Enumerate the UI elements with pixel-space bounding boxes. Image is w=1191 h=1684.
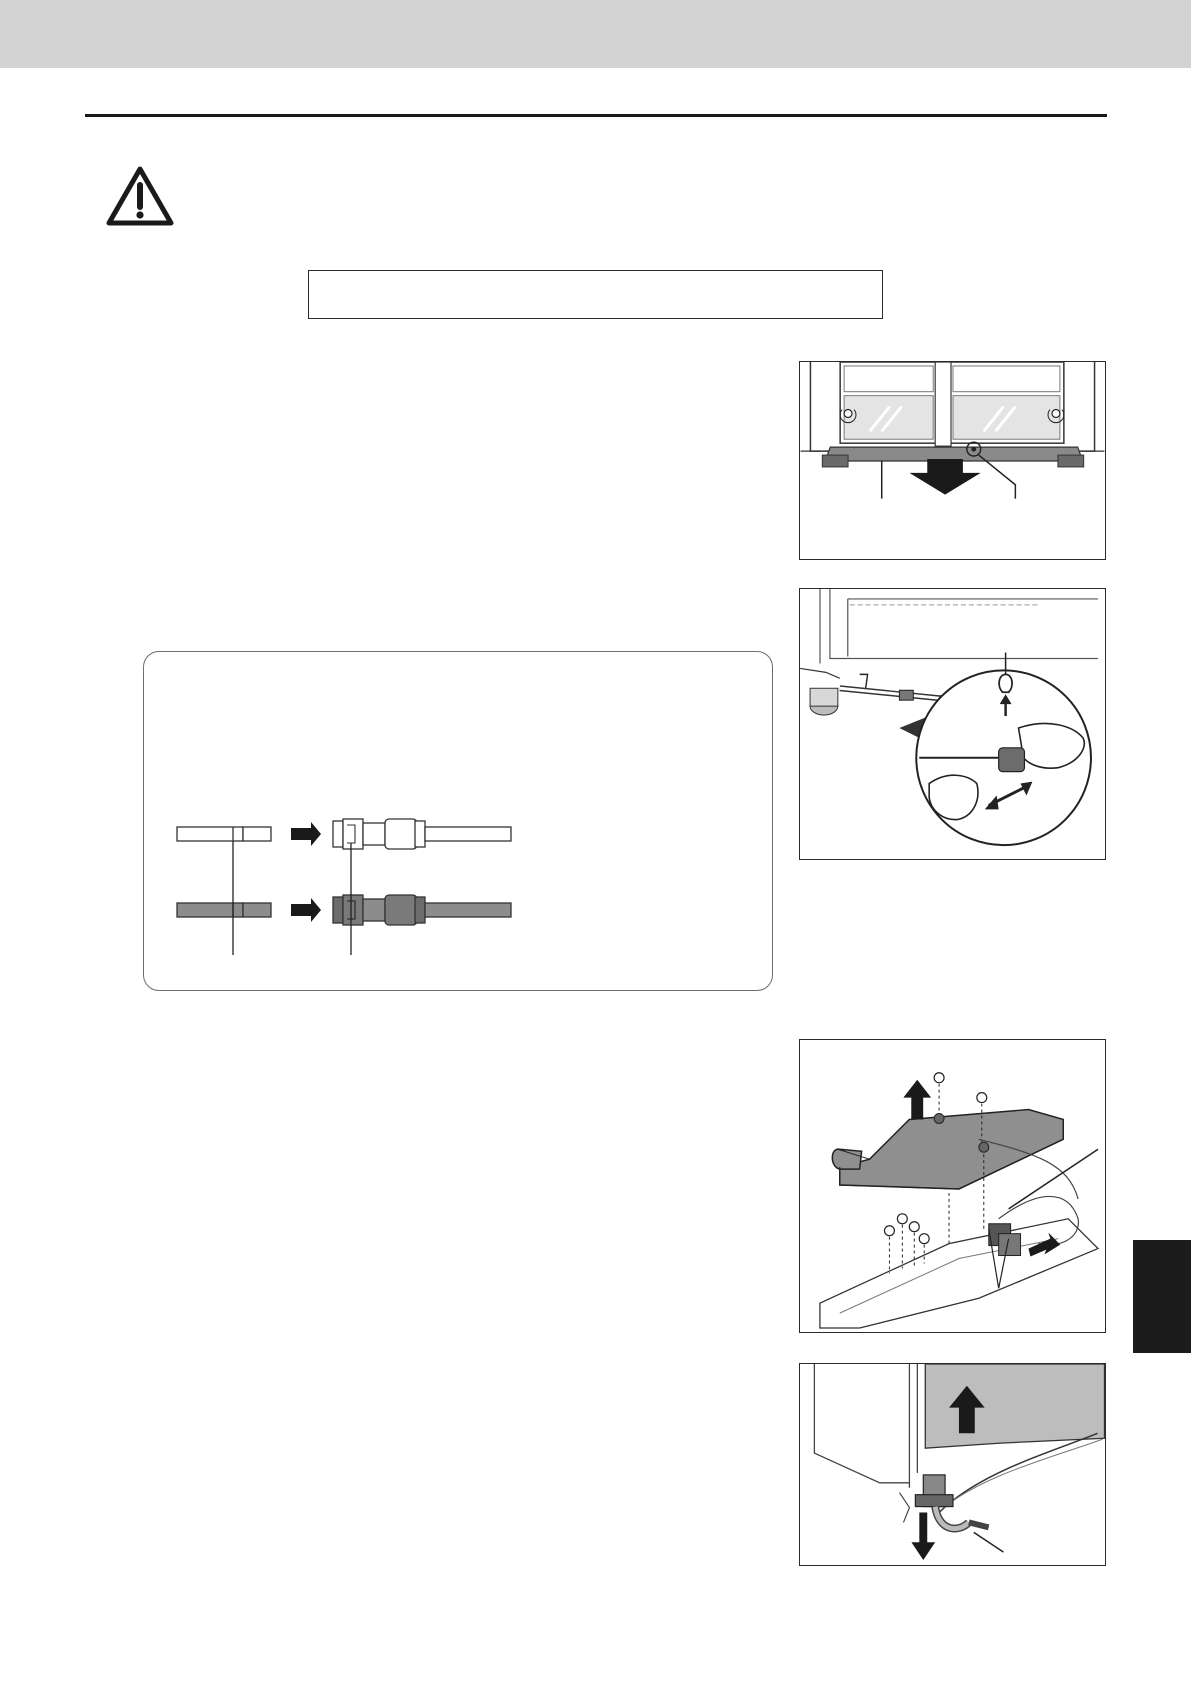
pipe-insertion-diagram xyxy=(175,815,515,955)
figure-water-pipe-connection xyxy=(799,588,1106,860)
warning-text-box xyxy=(308,270,883,319)
figure-base-grille xyxy=(799,361,1106,560)
figure-pipe-lift xyxy=(799,1363,1106,1566)
title-rule xyxy=(85,114,1107,117)
header-band xyxy=(0,0,1191,68)
section-tab xyxy=(1133,1240,1191,1353)
figure-cover-plate xyxy=(799,1039,1106,1333)
warning-triangle-icon xyxy=(105,165,175,227)
